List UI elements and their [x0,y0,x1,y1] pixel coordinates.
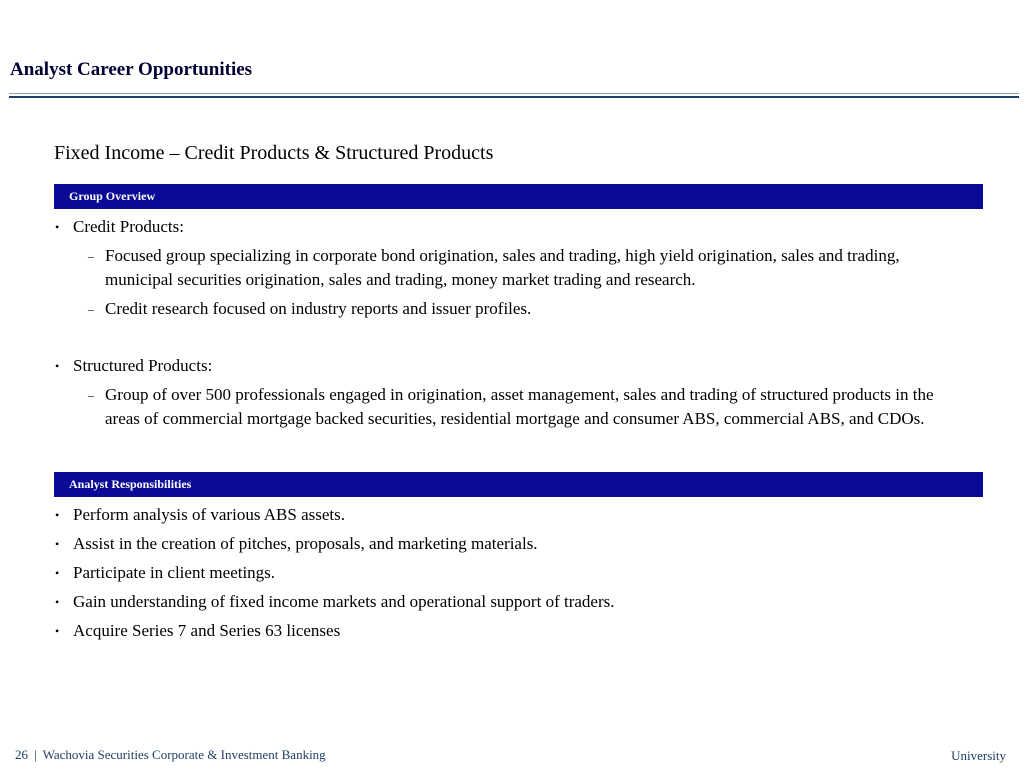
sub-list-item-text: Focused group specializing in corporate bond origination, sales and trading, high yield origination, sales and trading, municipal securities origination, sales and trading, money market trading and research. [105,246,900,289]
list-item [54,532,964,556]
list-item-text: Gain understanding of fixed income markets and operational support of traders. [73,592,615,611]
list-item-label: Credit Products: [73,217,184,236]
bullet-icon: • [55,624,60,638]
list-item [54,590,964,614]
sub-list-item [54,244,965,292]
bullet-icon: • [55,537,60,551]
slide-subtitle: Fixed Income – Credit Products & Structured Products [54,142,494,164]
list-item [54,619,964,643]
page-number: 26 [15,747,28,762]
bullet-icon: • [55,359,60,373]
sub-list-item [54,383,965,431]
list-item-structured-products [54,354,964,378]
dash-icon: – [88,249,94,263]
analyst-responsibilities-header: Analyst Responsibilities [54,472,983,497]
list-item [54,503,964,527]
list-item-text: Assist in the creation of pitches, proposals, and marketing materials. [73,534,538,553]
sub-list-item-text: Credit research focused on industry reports and issuer profiles. [105,299,532,318]
bullet-icon: • [55,508,60,522]
list-item [54,561,964,585]
title-divider-thick-line [9,96,1019,98]
bullet-icon: • [55,220,60,234]
page-title: Analyst Career Opportunities [10,59,253,80]
analyst-responsibilities-content [54,503,964,648]
title-divider-thin-line [9,93,1019,94]
list-item-label: Structured Products: [73,356,213,375]
footer [15,747,326,763]
footer-separator: | [34,747,37,762]
footer-company: Wachovia Securities Corporate & Investment Banking [42,747,326,762]
sub-list-item [54,297,965,321]
bullet-icon: • [55,595,60,609]
footer-university-label: University [951,748,1006,763]
group-overview-header: Group Overview [54,184,983,209]
sub-list-item-text: Group of over 500 professionals engaged in origination, asset management, sales and trading of structured products in the areas of commercial mortgage backed securities, residential mortgage and consumer ABS, commercial ABS, and CDOs. [105,385,934,428]
bullet-icon: • [55,566,60,580]
list-item-text: Perform analysis of various ABS assets. [73,505,345,524]
list-item-credit-products [54,215,964,239]
group-overview-content [54,215,964,321]
list-item-text: Participate in client meetings. [73,563,276,582]
dash-icon: – [88,388,94,402]
dash-icon: – [88,302,94,316]
title-divider [9,93,1019,99]
list-item-text: Acquire Series 7 and Series 63 licenses [73,621,341,640]
structured-products-content [54,354,964,431]
